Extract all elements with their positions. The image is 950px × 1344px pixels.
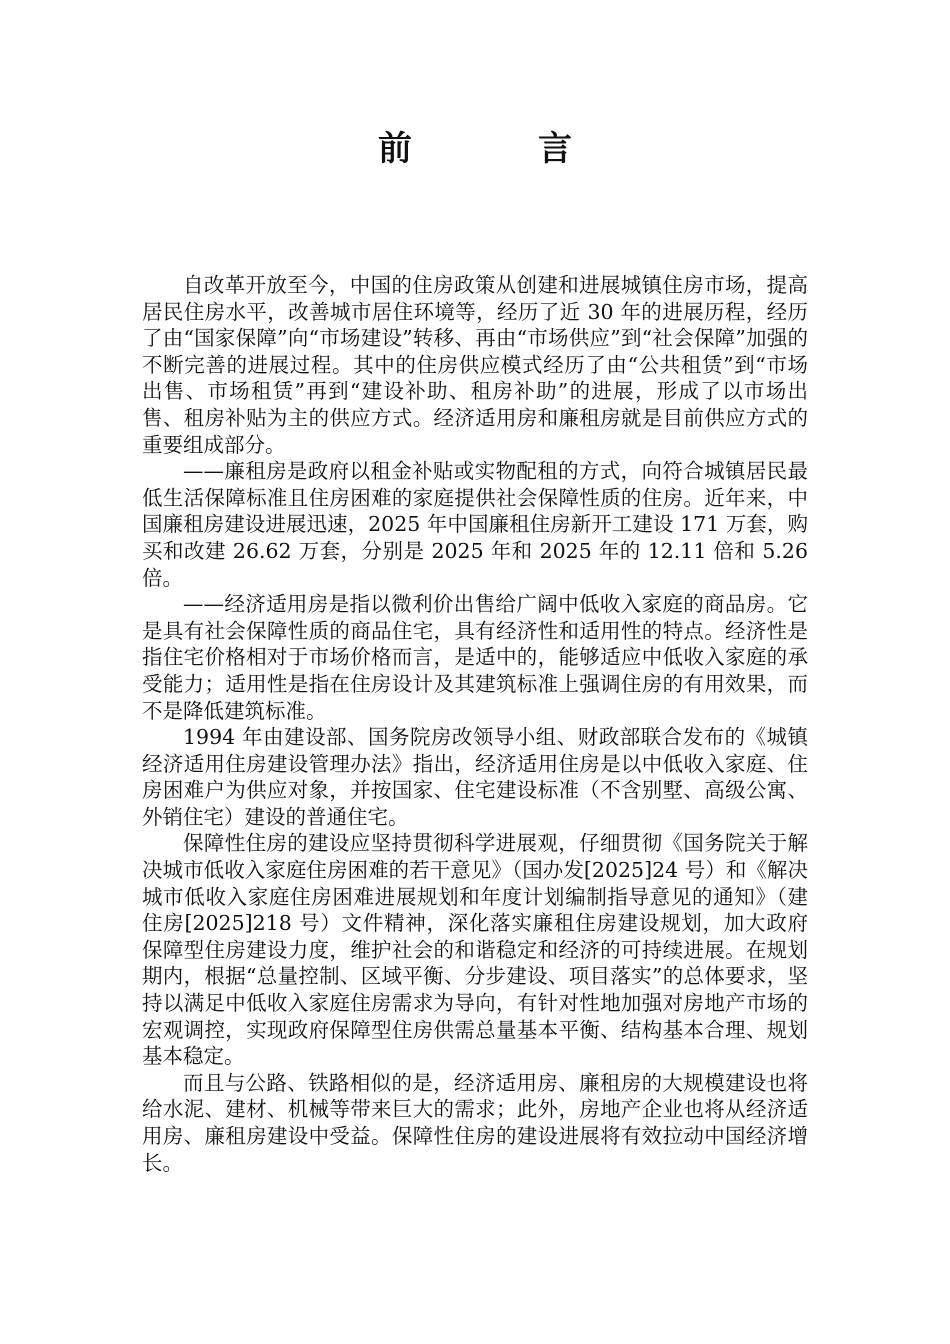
body-text (142, 272, 808, 1176)
paragraph-policy-guidance: 保障性住房的建设应坚持贯彻科学进展观，仔细贯彻《国务院关于解决城市低收入家庭住房困难的若干意见》（国办发[2025]24 号）和《解决城市低收入家庭住房困难进展规划和年度计划编制指导意见的通知》（建住房[2025]218 号）文件精神，深化落实廉租住房建设规划，加大政府保障型住房建设力度，维护社会的和谐稳定和经济的可持续进展。在规划期内，根据“总量控制、区域平衡、分步建设、项目落实”的总体要求，坚持以满足中低收入家庭住房需求为导向，有针对性地加强对房地产市场的宏观调控，实现政府保障型住房供需总量基本平衡、结构基本合理、规划基本稳定。 (142, 831, 808, 1069)
paragraph-intro: 自改革开放至今，中国的住房政策从创建和进展城镇住房市场，提高居民住房水平，改善城市居住环境等，经历了近 30 年的进展历程，经历了由“国家保障”向“市场建设”转移、再由“市场供应”到“社会保障”加强的不断完善的进展过程。其中的住房供应模式经历了由“公共租赁”到“市场出售、市场租赁”再到“建设补助、租房补助”的进展，形成了以市场出售、租房补贴为主的供应方式。经济适用房和廉租房就是目前供应方式的重要组成部分。 (142, 273, 808, 457)
paragraph-1994-regulation: 1994 年由建设部、国务院房改领导小组、财政部联合发布的《城镇经济适用住房建设管理办法》指出，经济适用住房是以中低收入家庭、住房困难户为供应对象，并按国家、住宅建设标准（不含别墅、高级公寓、外销住宅）建设的普通住宅。 (142, 725, 808, 829)
paragraph-economic-impact: 而且与公路、铁路相似的是，经济适用房、廉租房的大规模建设也将给水泥、建材、机械等带来巨大的需求；此外，房地产企业也将从经济适用房、廉租房建设中受益。保障性住房的建设进展将有效拉动中国经济增长。 (142, 1070, 808, 1175)
page-title: 前 言 (378, 129, 618, 169)
paragraph-affordable-housing: ——经济适用房是指以微利价出售给广阔中低收入家庭的商品房。它是具有社会保障性质的商品住宅，具有经济性和适用性的特点。经济性是指住宅价格相对于市场价格而言，是适中的，能够适应中低收入家庭的承受能力；适用性是指在住房设计及其建筑标准上强调住房的有用效果，而不是降低建筑标准。 (142, 592, 808, 723)
paragraph-low-rent-housing: ——廉租房是政府以租金补贴或实物配租的方式，向符合城镇居民最低生活保障标准且住房困难的家庭提供社会保障性质的住房。近年来，中国廉租房建设进展迅速，2025 年中国廉租住房新开工建设 171 万套，购买和改建 26.62 万套，分别是 2025 年和 2025 年的 12.11 倍和 5.26 倍。 (142, 459, 808, 590)
